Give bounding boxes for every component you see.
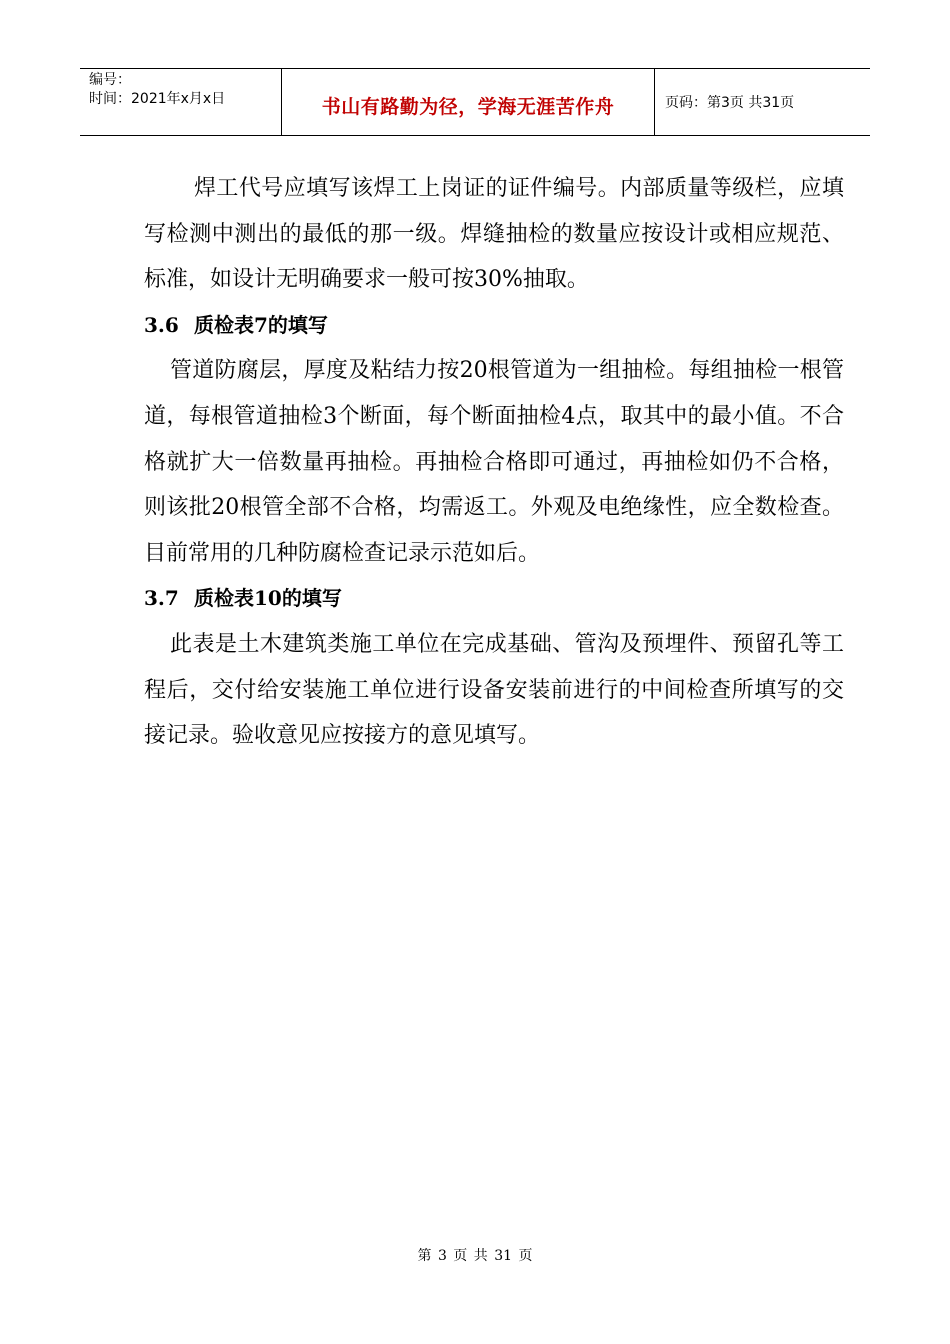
section-title: 质检表10的填写 (194, 586, 342, 611)
header-motto-cell (282, 69, 655, 135)
header-page-info: 页码：第3页 共31页 (665, 95, 795, 111)
header-motto: 书山有路勤为径，学海无涯苦作舟 (321, 95, 615, 118)
page-footer (0, 1245, 950, 1265)
header-meta-cell (80, 69, 282, 135)
header-page-cell (655, 69, 870, 135)
section-title: 质检表7的填写 (194, 312, 328, 337)
footer-page-number: 第 3 页 共 31 页 (417, 1248, 533, 1264)
paragraph-welder-code: 焊工代号应填写该焊工上岗证的证件编号。内部质量等级栏，应填写检测中测出的最低的那一级。焊缝抽检的数量应按设计或相应规范、标准，如设计无明确要求一般可按30%抽取。 (144, 176, 844, 293)
section-heading-3-6 (144, 303, 844, 349)
page-header (80, 68, 870, 136)
section-number: 3.7 (144, 586, 179, 611)
document-code-label: 编号： (89, 72, 131, 88)
document-body (144, 166, 844, 759)
paragraph-anticorrosion: 管道防腐层，厚度及粘结力按20根管道为一组抽检。每组抽检一根管道，每根管道抽检3个断面，每个断面抽检4点，取其中的最小值。不合格就扩大一倍数量再抽检。再抽检合格即可通过，再抽检如仍不合格，则该批20根管全部不合格，均需返工。外观及电绝缘性，应全数检查。目前常用的几种防腐检查记录示范如后。 (144, 358, 844, 566)
document-date-label: 时间：2021年x月x日 (89, 91, 226, 107)
section-number: 3.6 (144, 312, 179, 337)
section-heading-3-7 (144, 576, 844, 622)
paragraph-handover-record: 此表是土木建筑类施工单位在完成基础、管沟及预埋件、预留孔等工程后，交付给安装施工单位进行设备安装前进行的中间检查所填写的交接记录。验收意见应按接方的意见填写。 (144, 631, 844, 749)
